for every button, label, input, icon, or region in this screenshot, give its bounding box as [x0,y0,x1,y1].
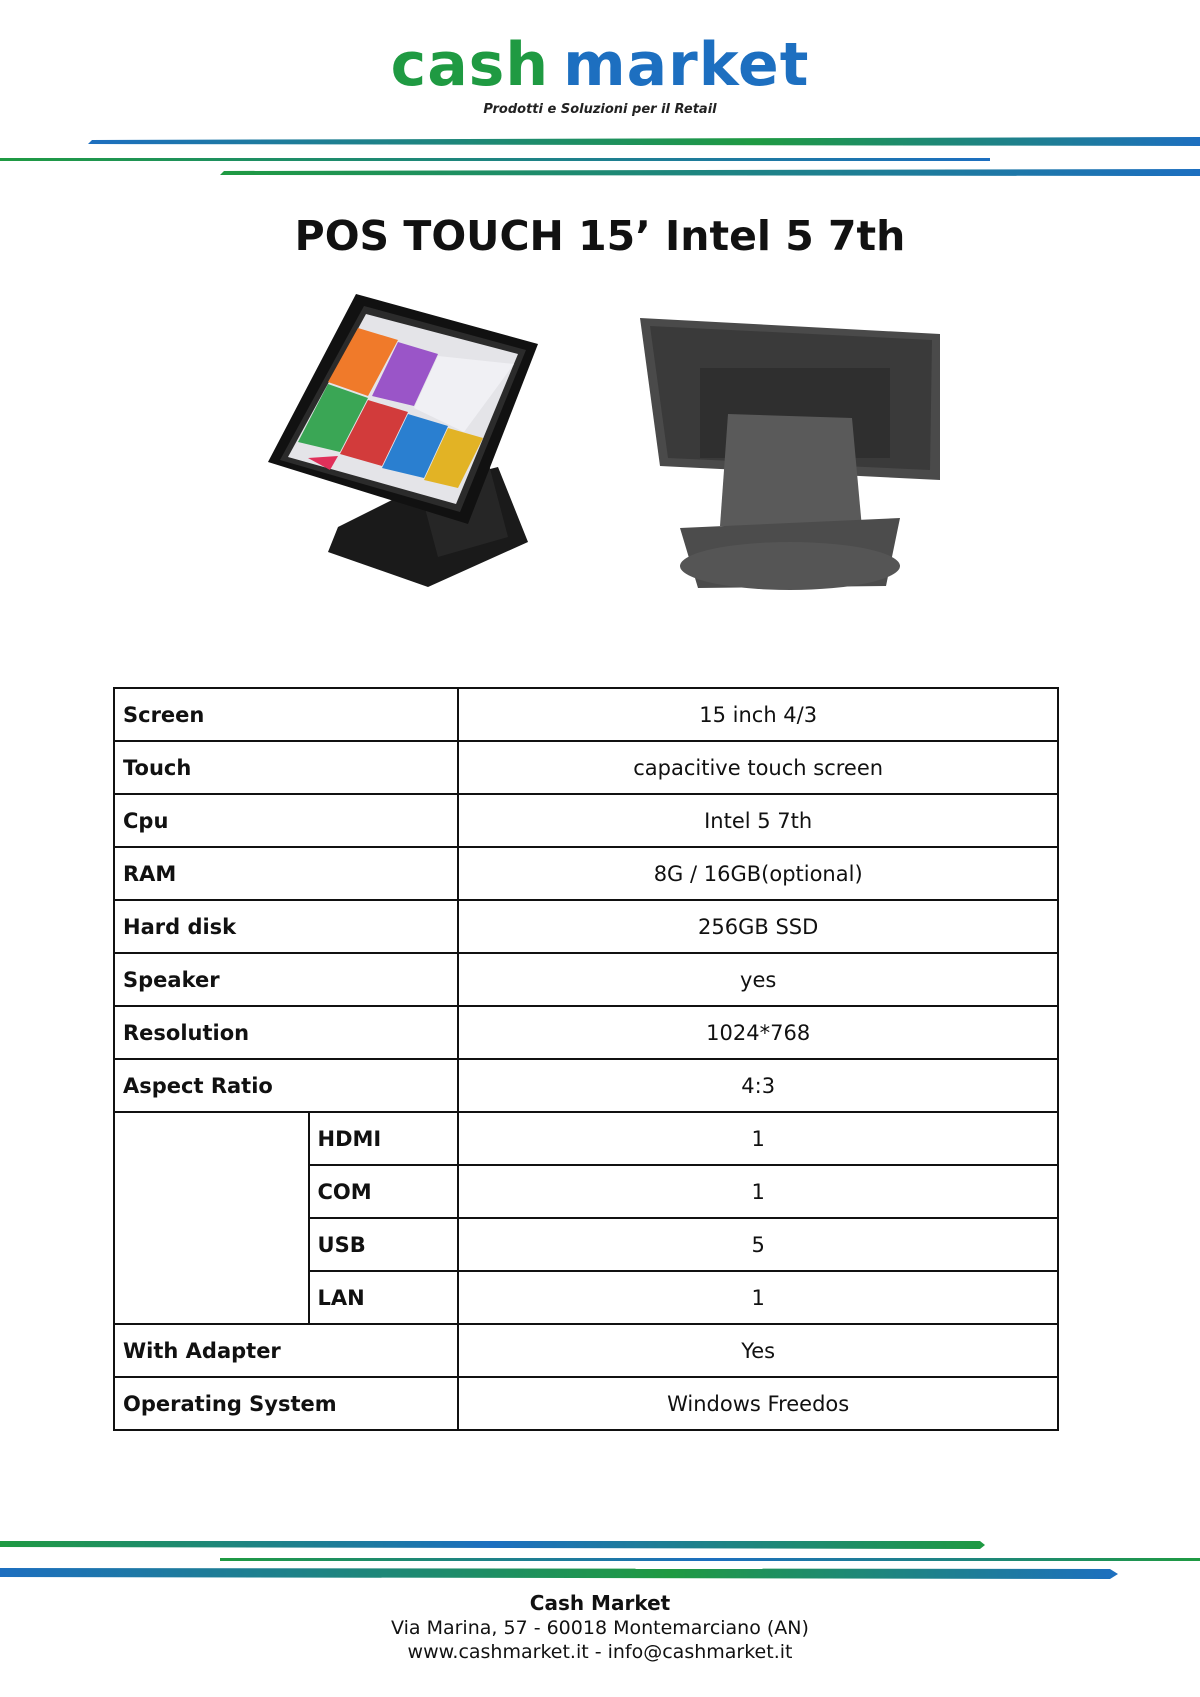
spec-label: Screen [114,688,458,741]
logo-market-text: market [563,30,810,100]
port-row [114,1112,1058,1165]
spec-row [114,1377,1058,1430]
page-title: POS TOUCH 15’ Intel 5 7th [294,212,906,260]
port-label: HDMI [309,1112,459,1165]
spec-label: Resolution [114,1006,458,1059]
footer-stripes [0,1535,1200,1595]
header-stripes [0,130,1200,190]
spec-label: Cpu [114,794,458,847]
spec-value: Windows Freedos [458,1377,1058,1430]
port-label: USB [309,1218,459,1271]
spec-row [114,847,1058,900]
spec-value: 15 inch 4/3 [458,688,1058,741]
spec-table [113,687,1059,1431]
spec-row [114,953,1058,1006]
spec-label: Operating System [114,1377,458,1430]
spec-value: Intel 5 7th [458,794,1058,847]
spec-row [114,1324,1058,1377]
footer-address: Via Marina, 57 - 60018 Montemarciano (AN) [391,1617,809,1639]
ports-group-cell [114,1112,309,1324]
spec-value: yes [458,953,1058,1006]
logo-wordmark [0,30,1200,100]
port-value: 5 [458,1218,1058,1271]
spec-label: Hard disk [114,900,458,953]
logo [0,30,1200,117]
port-value: 1 [458,1165,1058,1218]
spec-value: 8G / 16GB(optional) [458,847,1058,900]
port-value: 1 [458,1271,1058,1324]
pos-front-image [268,292,550,598]
spec-value: Yes [458,1324,1058,1377]
spec-label: RAM [114,847,458,900]
footer [0,1590,1200,1664]
spec-label: With Adapter [114,1324,458,1377]
logo-tagline: Prodotti e Soluzioni per il Retail [483,102,717,117]
spec-label: Aspect Ratio [114,1059,458,1112]
spec-row [114,1006,1058,1059]
footer-contact[interactable]: www.cashmarket.it - info@cashmarket.it [407,1641,793,1663]
spec-row [114,794,1058,847]
spec-label: Speaker [114,953,458,1006]
spec-label: Touch [114,741,458,794]
spec-value: 1024*768 [458,1006,1058,1059]
port-value: 1 [458,1112,1058,1165]
spec-value: capacitive touch screen [458,741,1058,794]
spec-row [114,900,1058,953]
logo-cash-text: cash [390,30,550,100]
port-label: LAN [309,1271,459,1324]
footer-company: Cash Market [529,1591,671,1615]
port-label: COM [309,1165,459,1218]
spec-value: 4:3 [458,1059,1058,1112]
spec-row [114,741,1058,794]
spec-row [114,688,1058,741]
pos-back-image [640,318,958,594]
spec-value: 256GB SSD [458,900,1058,953]
spec-row [114,1059,1058,1112]
